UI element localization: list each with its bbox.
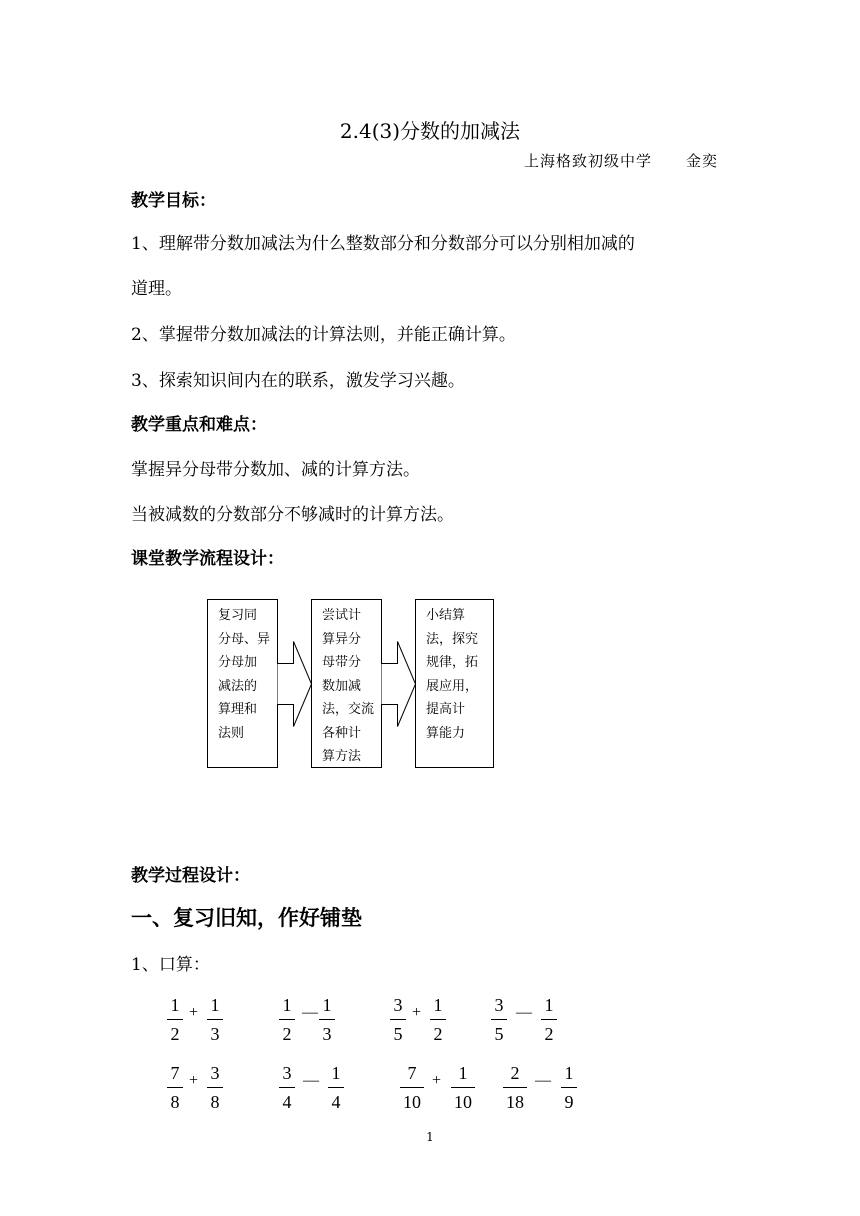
operator: —: [302, 1004, 318, 1021]
flow-box-1-text: 复习同 分母、异 分母加 减法的 算理和 法则: [218, 608, 271, 741]
fraction: 1 3: [207, 994, 223, 1045]
fraction: 1 3: [319, 994, 335, 1045]
flow-arrow-2: [382, 642, 416, 727]
fraction: 1 10: [451, 1062, 475, 1113]
part1-item: 1、口算：: [131, 955, 210, 975]
goal-item: 2、掌握带分数加减法的计算法则，并能正确计算。: [131, 325, 516, 345]
goal-item: 1、理解带分数加减法为什么整数部分和分数部分可以分别相加减的: [131, 234, 635, 254]
process-heading: 教学过程设计：: [131, 866, 250, 886]
goals-heading: 教学目标：: [131, 191, 216, 211]
document-title: 2.4(3)分数的加减法: [339, 119, 521, 143]
operator: +: [412, 1004, 422, 1021]
fraction: 1 2: [430, 994, 446, 1045]
keypoint-item: 掌握异分母带分数加、减的计算方法。: [131, 460, 420, 480]
flow-box-2-text: 尝试计 算异分 母带分 数加减 法，交流 各种计 算方法: [322, 608, 375, 764]
fraction: 3 4: [279, 1062, 295, 1113]
fraction: 1 2: [279, 994, 295, 1045]
keypoint-item: 当被减数的分数部分不够减时的计算方法。: [131, 505, 454, 525]
page-number: 1: [426, 1130, 434, 1144]
fraction: 3 5: [491, 994, 507, 1045]
fraction: 7 8: [167, 1062, 183, 1113]
operator: —: [303, 1072, 319, 1089]
fraction: 7 10: [400, 1062, 424, 1113]
flow-arrow-1: [278, 642, 312, 727]
fraction: 1 9: [561, 1062, 577, 1113]
operator: +: [189, 1072, 199, 1089]
operator: —: [516, 1004, 532, 1021]
fraction: 1 2: [167, 994, 183, 1045]
operator: —: [535, 1072, 551, 1089]
fraction: 2 18: [503, 1062, 527, 1113]
author-school: 上海格致初级中学: [524, 152, 653, 170]
fraction: 1 2: [541, 994, 557, 1045]
fraction: 1 4: [328, 1062, 344, 1113]
fraction: 3 8: [207, 1062, 223, 1113]
operator: +: [189, 1004, 199, 1021]
fraction: 3 5: [390, 994, 406, 1045]
goal-item: 道理。: [131, 279, 182, 299]
author-name: 金奕: [686, 152, 719, 170]
goal-item: 3、探索知识间内在的联系，激发学习兴趣。: [131, 371, 465, 391]
keypoints-heading: 教学重点和难点：: [131, 415, 267, 435]
operator: +: [432, 1072, 442, 1089]
flow-box-3-text: 小结算 法，探究 规律，拓 展应用， 提高计 算能力: [426, 608, 479, 741]
flow-heading: 课堂教学流程设计：: [131, 549, 284, 569]
part1-heading: 一、复习旧知，作好铺垫: [131, 906, 362, 930]
